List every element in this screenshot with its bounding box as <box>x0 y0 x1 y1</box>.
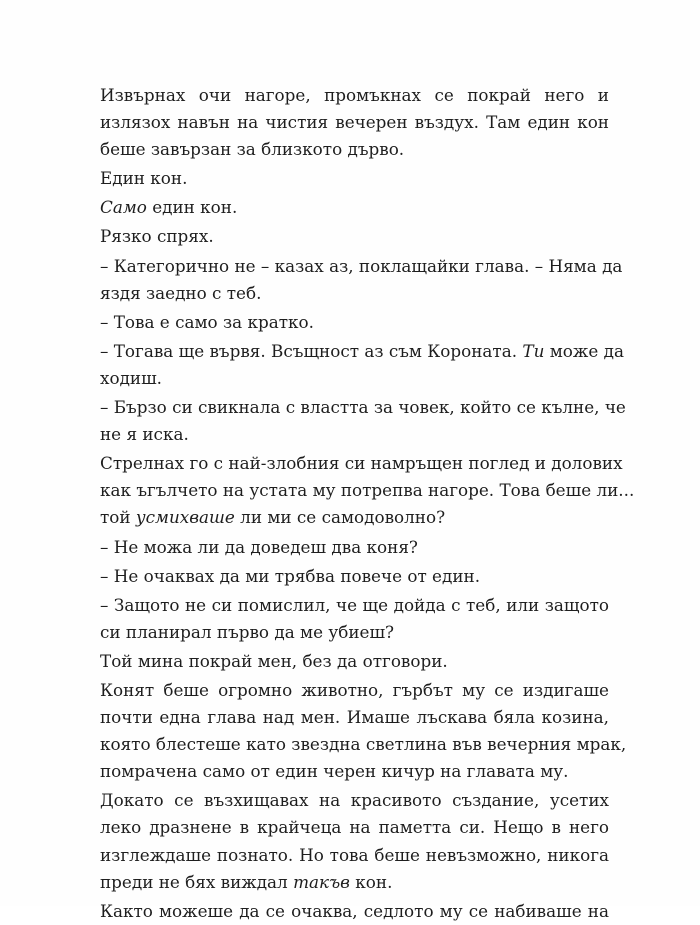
text-line <box>100 280 609 307</box>
text-run: – Категорично не – казах аз, поклащайки глава. – Няма да <box>100 255 623 276</box>
text-run: ли ми се самодоволно? <box>234 507 446 528</box>
text-run: беше завързан за близкото дърво. <box>100 139 405 160</box>
text-run: помрачена само от един черен кичур на главата му. <box>100 761 569 782</box>
text-run: може да <box>544 340 624 361</box>
paragraph <box>100 223 609 250</box>
text-line <box>100 731 627 758</box>
text-line <box>100 450 623 477</box>
text-line <box>100 82 609 109</box>
text-line <box>100 648 609 675</box>
text-run: Извърнах очи нагоре, промъкнах се покрай него и <box>100 85 609 105</box>
paragraph <box>100 648 609 675</box>
text-line <box>100 165 609 192</box>
text-run: излязох навън на чистия вечерен въздух. Там един кон <box>100 112 609 133</box>
paragraph <box>100 194 609 221</box>
text-run: ходиш. <box>100 367 163 388</box>
text-line <box>100 477 635 504</box>
text-run: си планирал първо да ме убиеш? <box>100 621 395 642</box>
text-run: Рязко спрях. <box>100 226 214 247</box>
text-line <box>100 421 609 448</box>
paragraph <box>100 677 627 785</box>
text-line <box>100 136 609 163</box>
text-line <box>100 758 609 785</box>
text-line <box>100 309 609 336</box>
text-run: яздя заедно с теб. <box>100 282 262 303</box>
text-line <box>100 869 609 896</box>
italic-text: такъв <box>293 871 350 892</box>
paragraph <box>100 394 626 448</box>
text-line <box>100 394 626 421</box>
text-run: Един кон. <box>100 168 188 189</box>
paragraph <box>100 898 609 925</box>
text-line <box>100 253 623 280</box>
text-line <box>100 338 624 365</box>
text-run: той <box>100 507 136 528</box>
text-line <box>100 592 609 619</box>
text-run: Докато се възхищавах на красивото създание, усетих <box>100 790 609 811</box>
text-line <box>100 898 609 925</box>
paragraph <box>100 165 609 192</box>
paragraph <box>100 450 635 531</box>
text-run: кон. <box>349 871 393 892</box>
text-line <box>100 365 609 392</box>
text-line <box>100 534 609 561</box>
paragraph <box>100 82 609 163</box>
text-line <box>100 787 609 814</box>
text-run: – Не очаквах да ми трябва повече от един. <box>100 565 481 586</box>
italic-text: Ти <box>522 340 545 361</box>
text-run: изглеждаше познато. Но това беше невъзможно, никога <box>100 844 609 865</box>
page-body-text <box>100 82 635 925</box>
text-run: Както можеше да се очаква, седлото му се набиваше на <box>100 900 609 921</box>
paragraph <box>100 253 623 307</box>
text-run: – Това е само за кратко. <box>100 311 314 332</box>
paragraph <box>100 592 609 646</box>
text-run: Стрелнах го с най-злобния си намръщен поглед и долових <box>100 453 623 474</box>
text-line <box>100 109 609 136</box>
italic-text: усмихваше <box>135 507 235 528</box>
text-line <box>100 223 609 250</box>
text-line <box>100 677 609 704</box>
text-line <box>100 504 609 531</box>
text-line <box>100 842 609 869</box>
text-run: почти една глава над мен. Имаше лъскава бяла козина, <box>100 707 609 728</box>
text-run: – Не можа ли да доведеш два коня? <box>100 536 418 557</box>
paragraph <box>100 534 609 561</box>
text-run: Конят беше огромно животно, гърбът му се издигаше <box>100 679 609 700</box>
text-line <box>100 194 609 221</box>
text-line <box>100 704 609 731</box>
text-run: леко дразнене в крайчеца на паметта си. Нещо в него <box>100 817 609 838</box>
text-run: как ъгълчето на устата му потрепва нагоре. Това беше ли... <box>100 480 635 501</box>
text-run: не я иска. <box>100 424 189 445</box>
text-run: която блестеше като звездна светлина във вечерния мрак, <box>100 734 627 755</box>
text-line <box>100 563 609 590</box>
text-run: – Бързо си свикнала с властта за човек, който се кълне, че <box>100 397 626 418</box>
text-run: – Защото не си помислил, че ще дойда с теб, или защото <box>100 594 609 615</box>
text-line <box>100 619 609 646</box>
paragraph <box>100 787 609 895</box>
paragraph <box>100 309 609 336</box>
text-run: Той мина покрай мен, без да отговори. <box>100 650 448 671</box>
text-line <box>100 814 609 841</box>
text-run: един кон. <box>146 197 238 218</box>
text-run: – Тогава ще вървя. Всъщност аз съм Короната. <box>100 340 523 361</box>
italic-text: Само <box>100 197 147 218</box>
text-run: преди не бях виждал <box>100 871 294 892</box>
paragraph <box>100 563 609 590</box>
paragraph <box>100 338 624 392</box>
